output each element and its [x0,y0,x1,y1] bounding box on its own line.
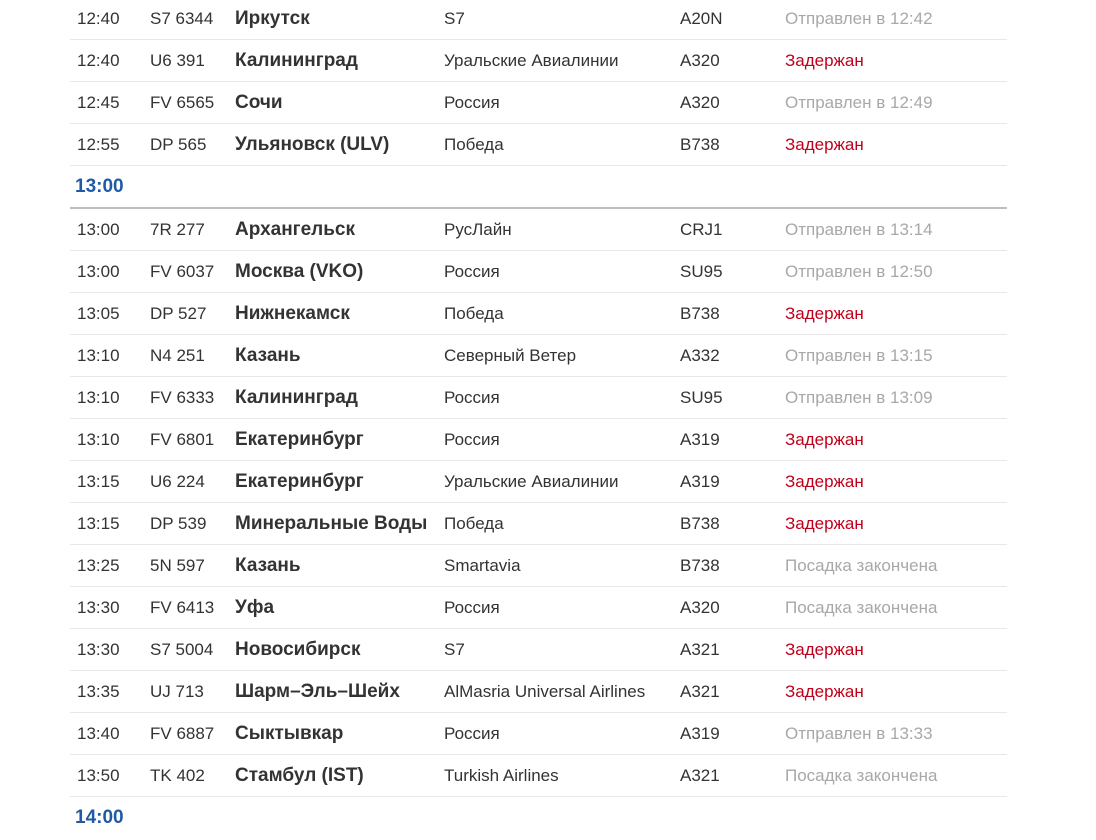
airline: Россия [444,93,500,112]
flight-number[interactable]: U6 391 [150,51,205,70]
airline: Smartavia [444,556,521,575]
departure-time: 12:40 [77,51,120,70]
aircraft-type: A321 [680,682,720,701]
departure-time: 13:50 [77,766,120,785]
destination: Екатеринбург [235,429,364,450]
departure-time: 13:15 [77,514,120,533]
departure-time: 12:40 [77,9,120,28]
aircraft-type: A320 [680,93,720,112]
departure-time: 13:30 [77,640,120,659]
aircraft-type: A319 [680,430,720,449]
flight-row[interactable] [70,377,1007,419]
flight-number[interactable]: FV 6333 [150,388,215,407]
departure-time: 13:05 [77,304,120,323]
flight-number[interactable]: DP 527 [150,304,207,323]
departures-board [70,0,1007,840]
aircraft-type: SU95 [680,388,723,407]
destination: Шарм–Эль–Шейх [235,681,400,702]
departure-time: 13:00 [77,220,120,239]
departure-time: 13:25 [77,556,120,575]
flight-status: Задержан [785,135,864,154]
flight-row[interactable] [70,419,1007,461]
aircraft-type: B738 [680,514,720,533]
departure-time: 13:35 [77,682,120,701]
aircraft-type: SU95 [680,262,723,281]
flight-number[interactable]: UJ 713 [150,682,204,701]
flight-status: Задержан [785,682,864,701]
flight-number[interactable]: FV 6801 [150,430,215,449]
hour-label: 14:00 [75,807,124,828]
flight-row[interactable] [70,251,1007,293]
destination: Екатеринбург [235,471,364,492]
destination: Минеральные Воды [235,513,428,534]
departure-time: 12:45 [77,93,120,112]
airline: Turkish Airlines [444,766,559,785]
flight-status: Задержан [785,472,864,491]
flight-status: Отправлен в 13:09 [785,388,933,407]
hour-label: 13:00 [75,176,124,197]
flight-group-1200 [70,0,1007,166]
departure-time: 13:10 [77,346,120,365]
flight-status: Посадка закончена [785,556,938,575]
aircraft-type: CRJ1 [680,220,723,239]
flight-number[interactable]: FV 6413 [150,598,215,617]
destination: Стамбул (IST) [235,765,364,786]
destination: Новосибирск [235,639,361,660]
airline: Россия [444,388,500,407]
hour-header-1300 [70,166,1007,209]
hour-header-1400 [70,797,1007,840]
airline: S7 [444,9,465,28]
flight-status: Отправлен в 12:42 [785,9,933,28]
flight-row[interactable] [70,713,1007,755]
airline: Победа [444,514,504,533]
flight-status: Посадка закончена [785,598,938,617]
departure-time: 13:10 [77,388,120,407]
flight-row[interactable] [70,629,1007,671]
aircraft-type: A320 [680,598,720,617]
flight-row[interactable] [70,503,1007,545]
flight-number[interactable]: N4 251 [150,346,205,365]
flight-status: Задержан [785,514,864,533]
flight-number[interactable]: DP 539 [150,514,207,533]
flight-status: Отправлен в 13:33 [785,724,933,743]
aircraft-type: B738 [680,556,720,575]
airline: Россия [444,262,500,281]
destination: Иркутск [235,8,310,29]
flight-row[interactable] [70,755,1007,797]
destination: Калининград [235,387,358,408]
flight-row[interactable] [70,124,1007,166]
destination: Казань [235,345,301,366]
airline: Победа [444,304,504,323]
flight-status: Задержан [785,51,864,70]
flight-row[interactable] [70,293,1007,335]
flight-row[interactable] [70,461,1007,503]
aircraft-type: A319 [680,724,720,743]
flight-number[interactable]: FV 6887 [150,724,215,743]
flight-status: Задержан [785,430,864,449]
departure-time: 13:15 [77,472,120,491]
aircraft-type: B738 [680,135,720,154]
departure-time: 13:10 [77,430,120,449]
destination: Калининград [235,50,358,71]
flight-status: Отправлен в 12:49 [785,93,933,112]
flight-status: Задержан [785,640,864,659]
airline: Победа [444,135,504,154]
flight-status: Задержан [785,304,864,323]
flight-number[interactable]: FV 6565 [150,93,215,112]
airline: Россия [444,598,500,617]
aircraft-type: A20N [680,9,723,28]
flight-number[interactable]: U6 224 [150,472,205,491]
flight-row[interactable] [70,0,1007,40]
airline: Россия [444,724,500,743]
departure-time: 13:30 [77,598,120,617]
airline: Северный Ветер [444,346,577,365]
flight-number[interactable]: 7R 277 [150,220,205,239]
destination: Казань [235,555,301,576]
aircraft-type: A332 [680,346,720,365]
airline: Россия [444,430,500,449]
flight-number[interactable]: S7 6344 [150,9,214,28]
airline: Уральские Авиалинии [444,51,619,70]
airline: AlMasria Universal Airlines [444,682,646,701]
flight-number[interactable]: 5N 597 [150,556,205,575]
flight-group-1300 [70,209,1007,797]
flight-row[interactable] [70,335,1007,377]
flight-number[interactable]: TK 402 [150,766,205,785]
flight-number[interactable]: S7 5004 [150,640,214,659]
departure-time: 13:00 [77,262,120,281]
flight-row[interactable] [70,545,1007,587]
flight-row[interactable] [70,82,1007,124]
aircraft-type: A321 [680,766,720,785]
flight-row[interactable] [70,209,1007,251]
destination: Сыктывкар [235,723,344,744]
airline: S7 [444,640,465,659]
flight-status: Посадка закончена [785,766,938,785]
aircraft-type: A320 [680,51,720,70]
flight-status: Отправлен в 13:14 [785,220,933,239]
destination: Сочи [235,92,283,113]
flight-row[interactable] [70,671,1007,713]
flight-status: Отправлен в 13:15 [785,346,933,365]
departure-time: 13:40 [77,724,120,743]
destination: Нижнекамск [235,303,350,324]
airline: РусЛайн [444,220,512,239]
destination: Ульяновск (ULV) [235,134,390,155]
flight-number[interactable]: FV 6037 [150,262,215,281]
flight-row[interactable] [70,587,1007,629]
airline: Уральские Авиалинии [444,472,619,491]
flight-row[interactable] [70,40,1007,82]
aircraft-type: B738 [680,304,720,323]
aircraft-type: A321 [680,640,720,659]
departure-time: 12:55 [77,135,120,154]
destination: Уфа [235,597,275,618]
aircraft-type: A319 [680,472,720,491]
destination: Москва (VKO) [235,261,364,282]
flight-status: Отправлен в 12:50 [785,262,933,281]
flight-number[interactable]: DP 565 [150,135,207,154]
destination: Архангельск [235,219,355,240]
